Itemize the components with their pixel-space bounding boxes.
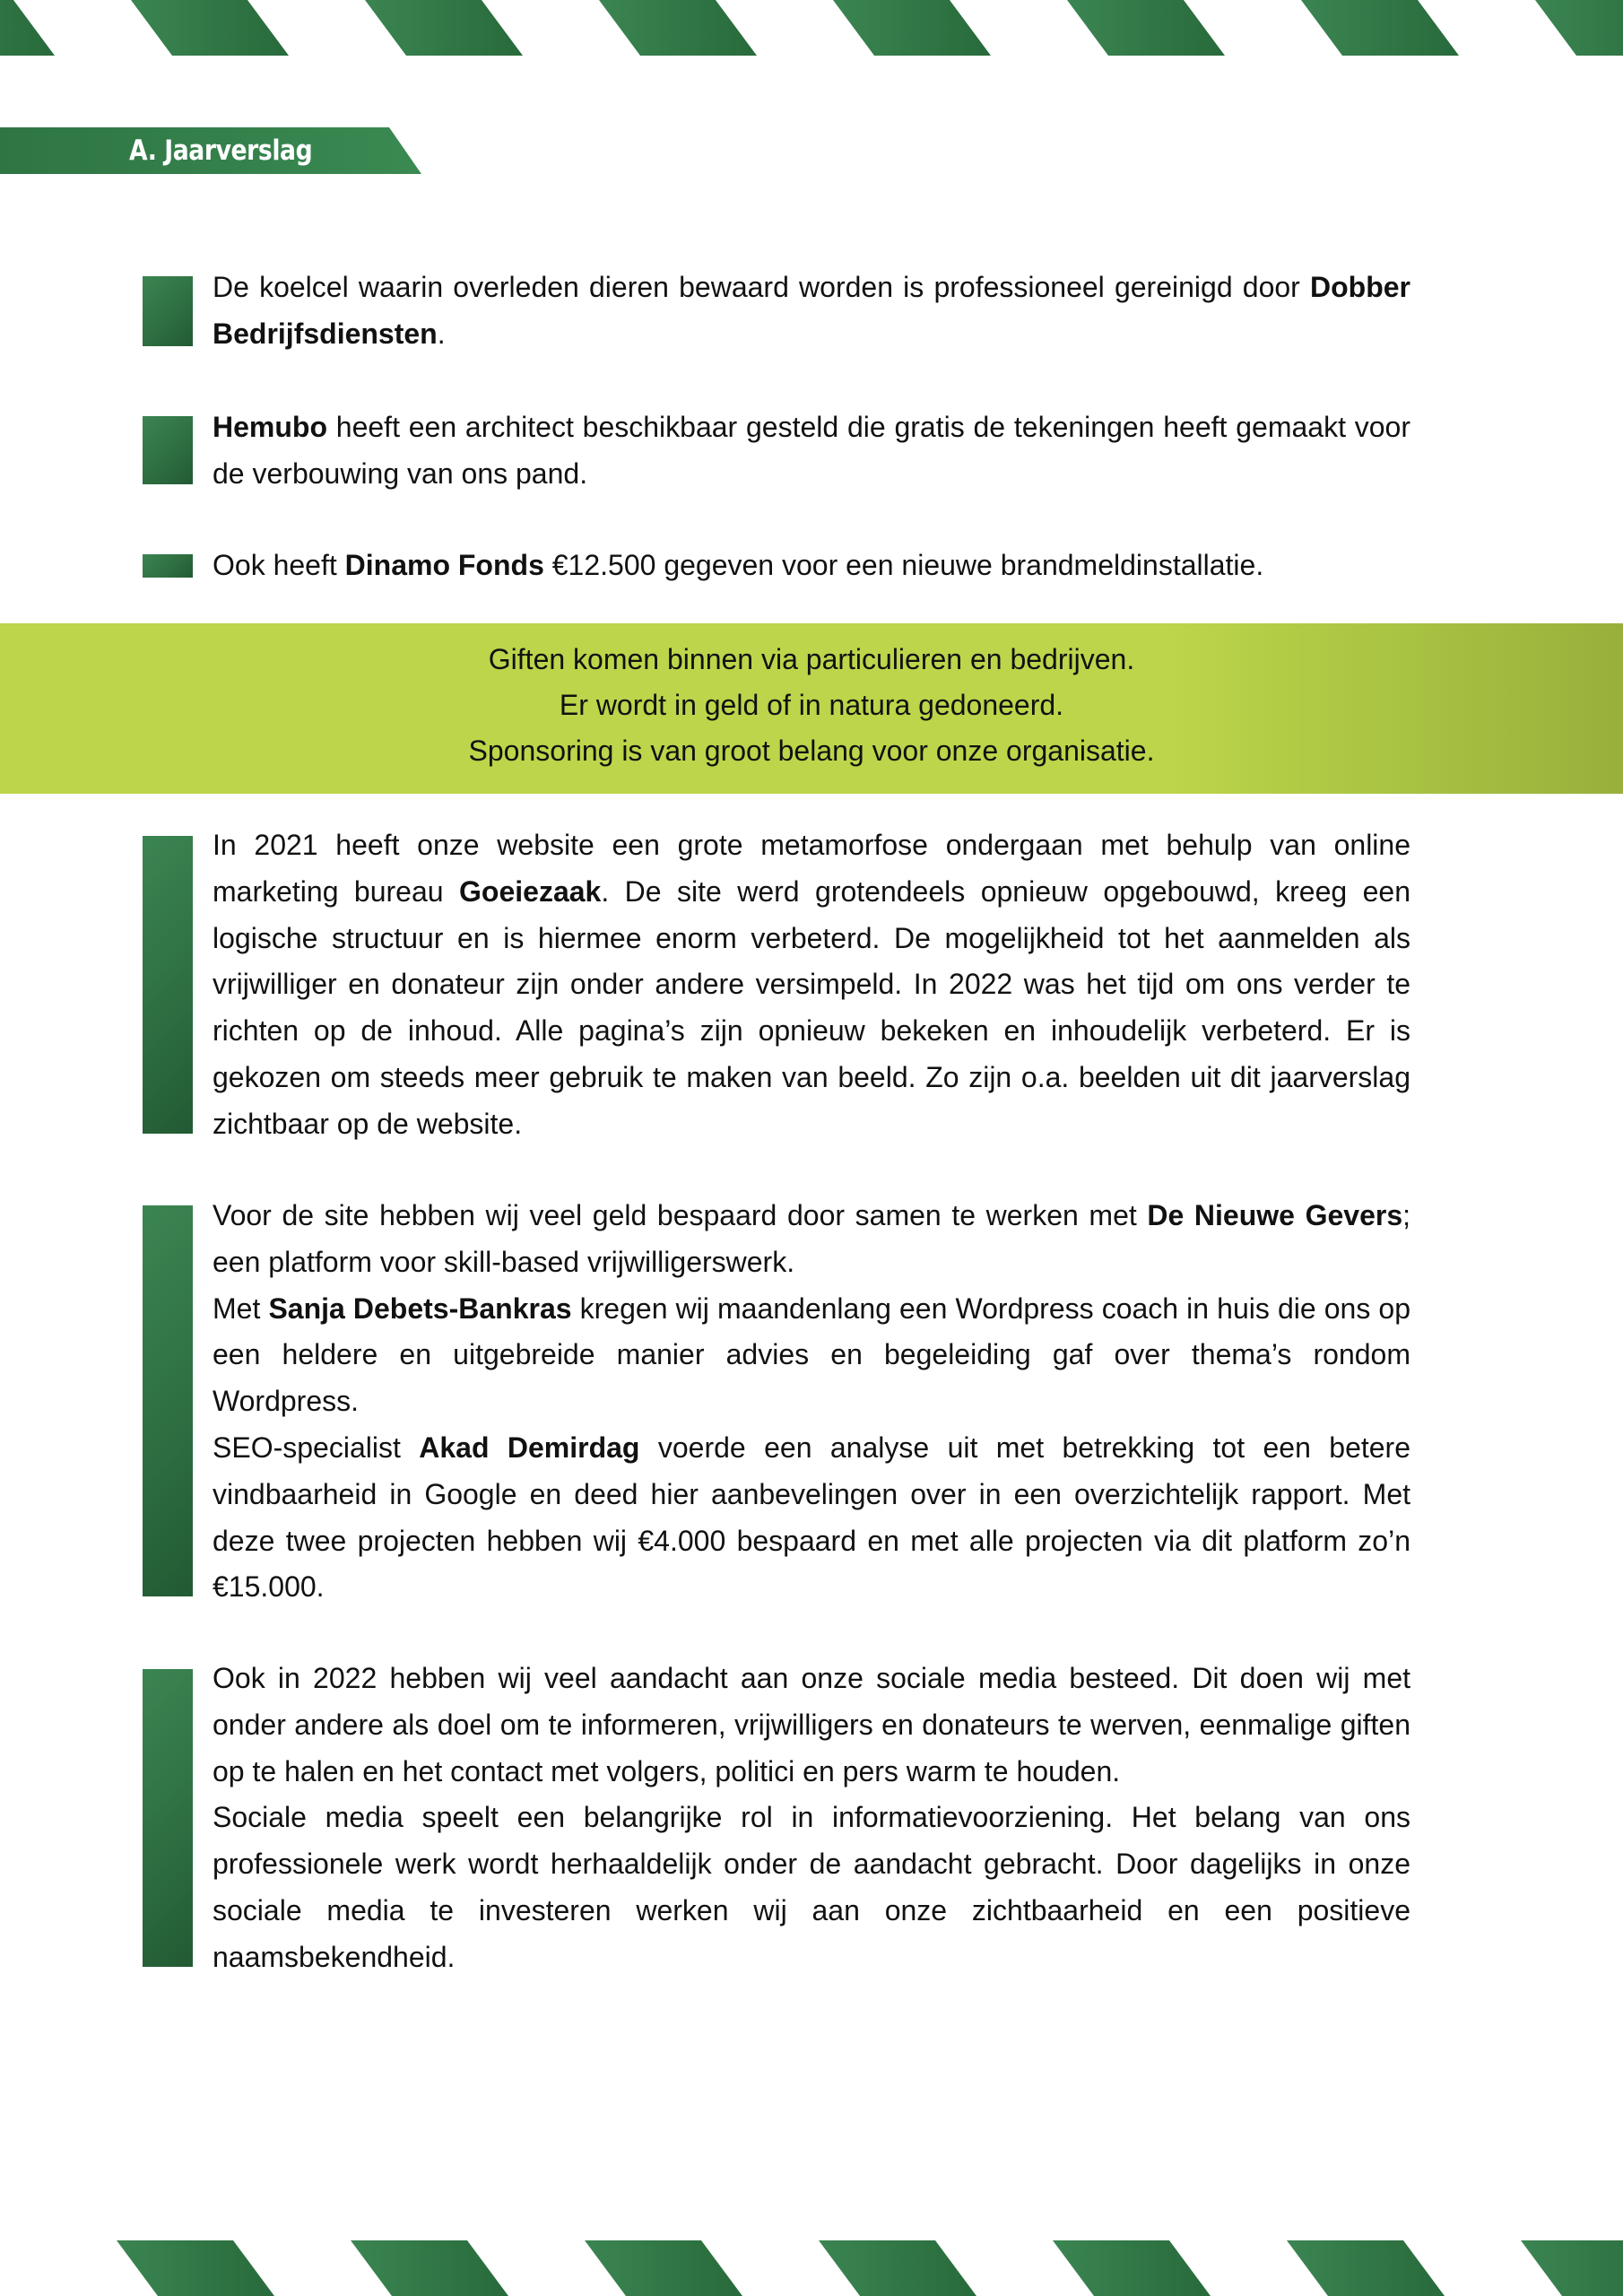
bottom-stripe-border bbox=[0, 2240, 1623, 2296]
paragraph-marker-5 bbox=[143, 1205, 193, 1596]
text-run: ; een platform voor skill-based vrijwilligerswerk. bbox=[213, 1199, 1411, 1278]
section-title: A. Jaarverslag bbox=[129, 135, 313, 167]
paragraph-nieuwe-gevers bbox=[213, 1193, 1410, 1611]
paragraph-marker-4 bbox=[143, 836, 193, 1134]
paragraph-sociale-media bbox=[213, 1656, 1410, 1981]
paragraph-marker-1 bbox=[143, 276, 193, 346]
text-run: Sociale media speelt een belangrijke rol in informatievoorziening. Het belang van ons professionele werk wordt herhaaldelijk onder de aandacht gebracht. Door dagelijks in onze sociale media te investeren werken wij aan onze zichtbaarheid en een positieve naamsbekendheid. bbox=[213, 1801, 1410, 1973]
stripe-segment bbox=[0, 0, 55, 56]
stripe-segment bbox=[1053, 2240, 1211, 2296]
stripe-segment bbox=[1067, 0, 1225, 56]
donations-banner bbox=[0, 623, 1623, 794]
stripe-segment bbox=[351, 2240, 508, 2296]
stripe-segment bbox=[117, 2240, 274, 2296]
bold-name: Sanja Debets-Bankras bbox=[268, 1292, 572, 1325]
stripe-segment bbox=[1301, 0, 1459, 56]
top-stripe-border bbox=[0, 0, 1623, 56]
stripe-segment bbox=[131, 0, 289, 56]
bold-name: Hemubo bbox=[213, 411, 327, 443]
bold-name: Akad Demirdag bbox=[419, 1431, 640, 1464]
stripe-segment bbox=[1287, 2240, 1445, 2296]
text-run: De koelcel waarin overleden dieren bewaard worden is professioneel gereinigd door bbox=[213, 271, 1310, 303]
stripe-segment bbox=[599, 0, 757, 56]
text-run: Met bbox=[213, 1292, 269, 1325]
bold-name: Dinamo Fonds bbox=[344, 549, 544, 581]
text-run: Ook in 2022 hebben wij veel aandacht aan onze sociale media besteed. Dit doen wij met onder andere als doel om te informeren, vrijwilligers en donateurs te werven, eenmalige giften op te halen en het contact met volgers, politici en pers warm te houden. bbox=[213, 1662, 1410, 1787]
text-run: voerde een analyse uit met betrekking tot een betere vindbaarheid in Google en deed hier aanbevelingen over in een overzichtelijk rapport. Met deze twee projecten hebben wij €4.000 bespaard en met alle projecten via dit platform zo’n €15.000. bbox=[213, 1431, 1410, 1604]
bold-name: De Nieuwe Gevers bbox=[1147, 1199, 1403, 1231]
bold-name: Goeiezaak bbox=[459, 874, 602, 908]
bottom-stripes-graphic bbox=[0, 2240, 1623, 2296]
text-run: Voor de site hebben wij veel geld bespaard door samen te werken met bbox=[213, 1199, 1148, 1231]
paragraph-dinamo-fonds bbox=[213, 543, 1410, 589]
stripe-segment bbox=[1535, 0, 1623, 56]
paragraph-website bbox=[213, 822, 1410, 1148]
text-run: In 2021 heeft onze website een grote metamorfose ondergaan met behulp van online marketing bureau bbox=[213, 829, 1410, 908]
text-run: . De site werd grotendeels opnieuw opgebouwd, kreeg een logische structuur en is hiermee enorm verbeterd. De mogelijkheid tot het aanmelden als vrijwilliger en donateur zijn onder andere versimpeld. In 2022 was het tijd om ons verder te richten op de inhoud. Alle pagina’s zijn opnieuw bekeken en inhoudelijk verbeterd. Er is gekozen om steeds meer gebruik te maken van beeld. Zo zijn o.a. beelden uit dit jaarverslag zichtbaar op de website. bbox=[213, 874, 1411, 1140]
text-run: kregen wij maandenlang een Wordpress coach in huis die ons op een heldere en uitgebreide manier advies en begeleiding gaf over thema’s rondom Wordpress. bbox=[213, 1292, 1411, 1418]
paragraph-marker-3 bbox=[143, 554, 193, 578]
paragraph-koelcel bbox=[213, 265, 1410, 358]
stripe-segment bbox=[819, 2240, 976, 2296]
stripe-segment bbox=[833, 0, 991, 56]
section-tab bbox=[0, 127, 421, 174]
paragraph-marker-2 bbox=[143, 416, 193, 484]
text-run: SEO-specialist bbox=[213, 1431, 420, 1464]
paragraph-marker-6 bbox=[143, 1669, 193, 1967]
bold-name: Dobber Bedrijfsdiensten bbox=[213, 271, 1410, 350]
banner-line-2: Er wordt in geld of in natura gedoneerd. bbox=[559, 689, 1064, 721]
stripe-segment bbox=[365, 0, 523, 56]
stripe-segment bbox=[1521, 2240, 1623, 2296]
text-run: . bbox=[437, 317, 446, 350]
paragraph-hemubo bbox=[213, 404, 1410, 498]
text-run: €12.500 gegeven voor een nieuwe brandmeldinstallatie. bbox=[543, 549, 1264, 581]
text-run: Ook heeft bbox=[213, 549, 345, 581]
top-stripes-graphic bbox=[0, 0, 1623, 56]
banner-line-3: Sponsoring is van groot belang voor onze organisatie. bbox=[468, 735, 1155, 767]
text-run: heeft een architect beschikbaar gesteld die gratis de tekeningen heeft gemaakt voor de verbouwing van ons pand. bbox=[213, 411, 1410, 490]
stripe-segment bbox=[585, 2240, 742, 2296]
banner-line-1: Giften komen binnen via particulieren en bedrijven. bbox=[488, 643, 1135, 675]
